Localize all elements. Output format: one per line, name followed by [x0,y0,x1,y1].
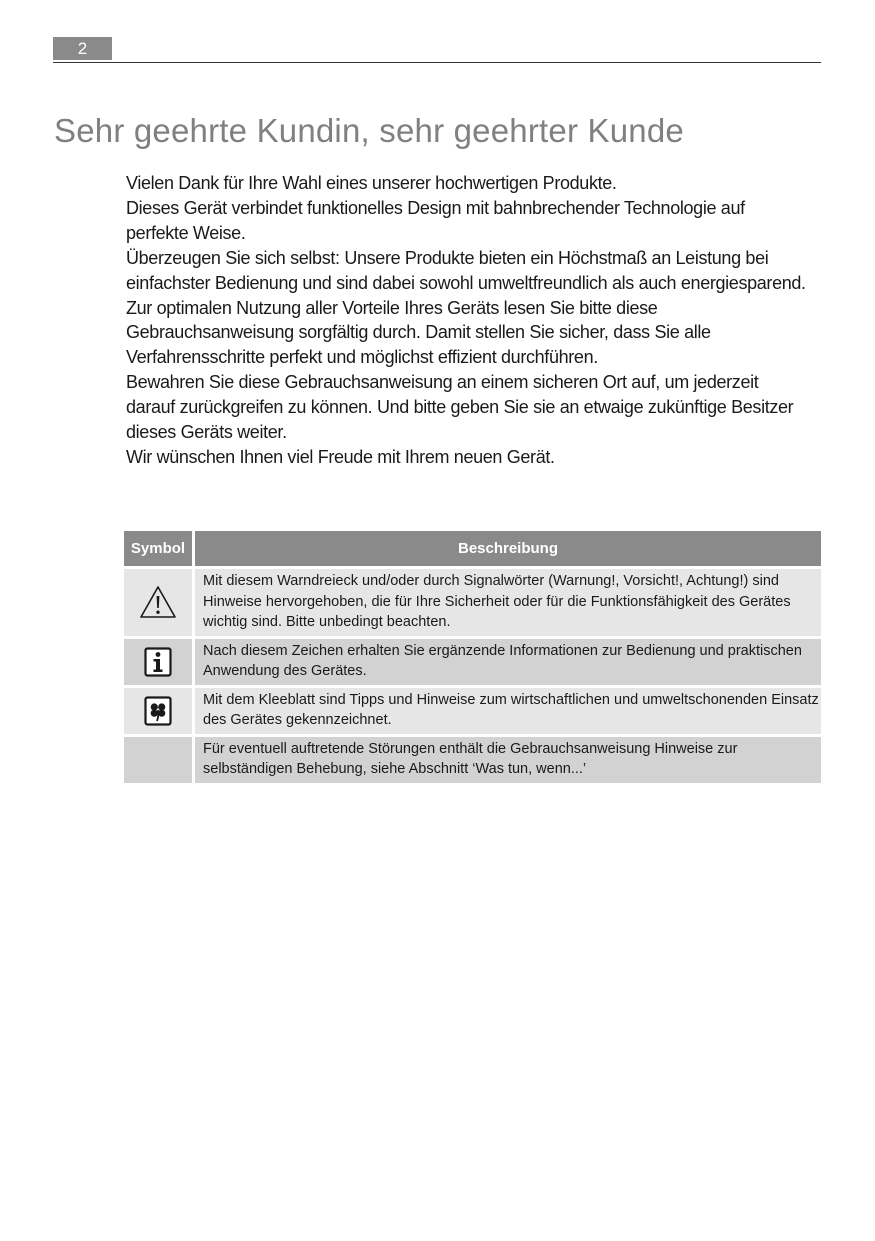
description-cell: Mit diesem Warndreieck und/oder durch Signalwörter (Warnung!, Vorsicht!, Achtung!) sind Hinweise hervorgehoben, die für Ihre Sicherheit oder für die Funktionsfähigkeit des Gerätes wichtig sind. Bitte unbedingt beachten. [195,569,821,639]
intro-text [126,171,806,470]
page-number: 2 [53,37,112,60]
description-cell: Für eventuell auftretende Störungen enthält die Gebrauchsanweisung Hinweise zur selbständigen Behebung, siehe Abschnitt ‘Was tun, wenn...’ [195,737,821,783]
page-title: Sehr geehrte Kundin, sehr geehrter Kunde [54,112,684,149]
description-cell: Mit dem Kleeblatt sind Tipps und Hinweise zum wirtschaftlichen und umweltschonenden Einsatz des Gerätes gekennzeichnet. [195,688,821,737]
intro-paragraph: Vielen Dank für Ihre Wahl eines unserer hochwertigen Produkte. [126,173,617,193]
symbol-cell [124,737,195,783]
intro-paragraph: Überzeugen Sie sich selbst: Unsere Produkte bieten ein Höchstmaß an Leistung bei einfachster Bedienung und sind dabei sowohl umweltfreundlich als auch energiesparend. [126,247,806,293]
table-row [124,737,821,783]
symbol-cell [124,639,195,688]
table-row [124,688,821,737]
symbol-cell [124,569,195,639]
column-header-symbol: Symbol [124,531,195,569]
symbol-cell [124,688,195,737]
symbol-table [124,531,821,783]
header-divider [53,62,821,63]
cloverleaf-icon [144,696,172,726]
intro-paragraph: Dieses Gerät verbindet funktionelles Design mit bahnbrechender Technologie auf perfekte Weise. [126,197,745,243]
table-row [124,639,821,688]
table-row [124,569,821,639]
intro-paragraph: Zur optimalen Nutzung aller Vorteile Ihres Geräts lesen Sie bitte diese Gebrauchsanweisung sorgfältig durch. Damit stellen Sie sicher, dass Sie alle Verfahrensschritte perfekt und möglichst effizient durchführen. [126,297,711,368]
intro-paragraph: Bewahren Sie diese Gebrauchsanweisung an einem sicheren Ort auf, um jederzeit darauf zurückgreifen zu können. Und bitte geben Sie sie an etwaige zukünftige Besitzer dieses Geräts weiter. [126,372,794,443]
warning-triangle-icon [138,584,178,620]
intro-paragraph: Wir wünschen Ihnen viel Freude mit Ihrem neuen Gerät. [126,446,555,467]
column-header-description: Beschreibung [195,531,821,569]
description-cell: Nach diesem Zeichen erhalten Sie ergänzende Informationen zur Bedienung und praktischen Anwendung des Gerätes. [195,639,821,688]
table-header-row [124,531,821,569]
info-icon [144,647,172,677]
